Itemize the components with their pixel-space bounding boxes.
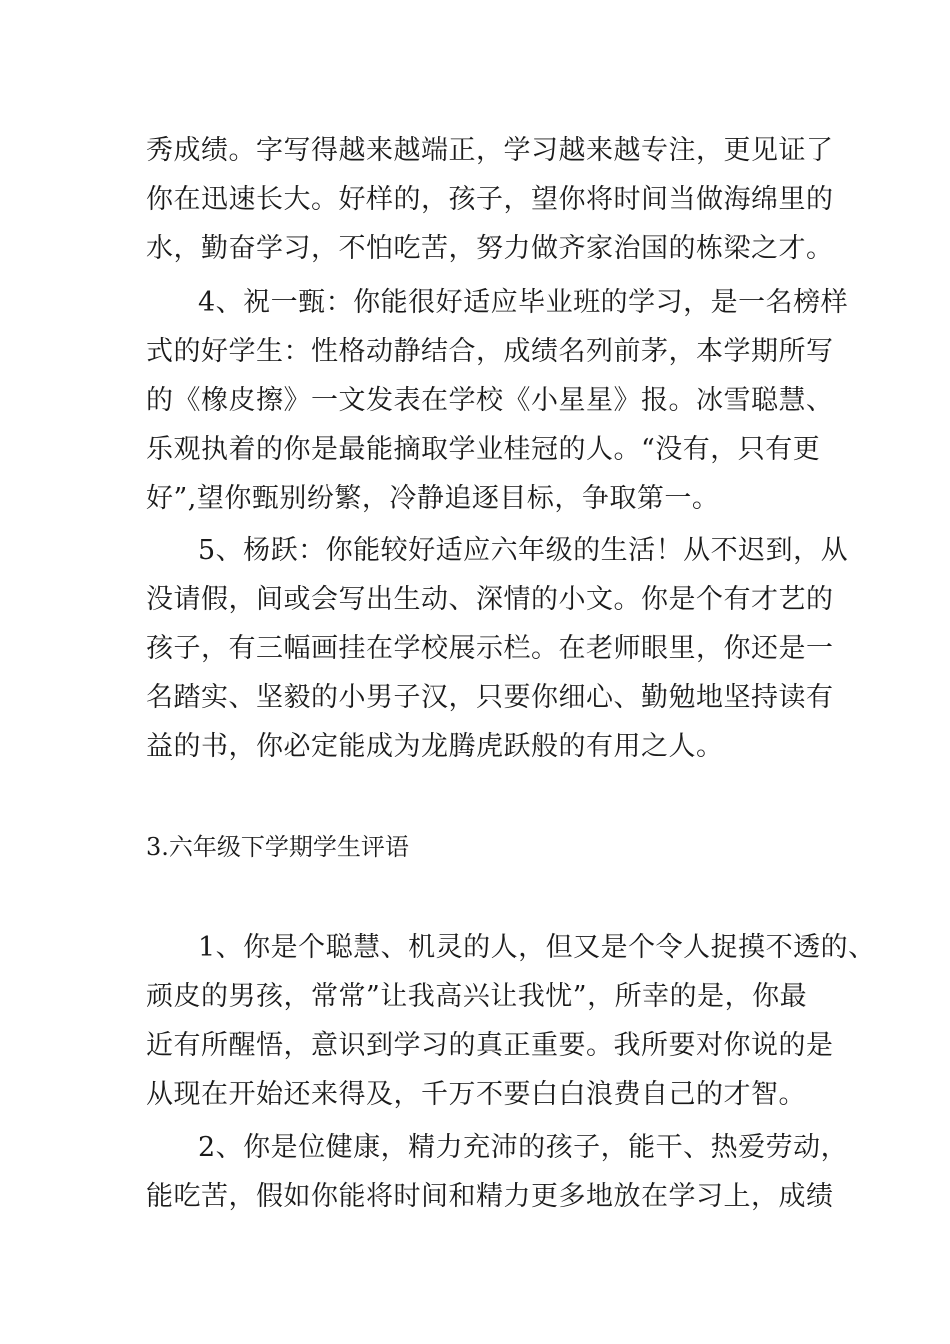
paragraph-line: 你在迅速长大。好样的，孩子，望你将时间当做海绵里的 (146, 184, 834, 215)
paragraph-line: 益的书，你必定能成为龙腾虎跃般的有用之人。 (146, 731, 724, 762)
paragraph-line: 没请假，间或会写出生动、深情的小文。你是个有才艺的 (146, 584, 834, 615)
paragraph-line: 近有所醒悟，意识到学习的真正重要。我所要对你说的是 (146, 1030, 834, 1061)
paragraph-line: 1、你是个聪慧、机灵的人，但又是个令人捉摸不透的、 (198, 932, 876, 963)
paragraph-line: 能吃苦，假如你能将时间和精力更多地放在学习上，成绩 (146, 1181, 834, 1212)
paragraph-line: 顽皮的男孩，常常”让我高兴让我忧”，所幸的是，你最 (146, 981, 808, 1012)
paragraph-line: 2、你是位健康，精力充沛的孩子，能干、热爱劳动， (198, 1132, 849, 1163)
paragraph-line: 好”,望你甄别纷繁，冷静追逐目标，争取第一。 (146, 483, 720, 514)
paragraph-line: 从现在开始还来得及，千万不要白白浪费自己的才智。 (146, 1079, 806, 1110)
paragraph-line: 名踏实、坚毅的小男子汉，只要你细心、勤勉地坚持读有 (146, 682, 834, 713)
paragraph-line: 秀成绩。字写得越来越端正，学习越来越专注，更见证了 (146, 135, 834, 166)
paragraph-line: 5、杨跃：你能较好适应六年级的生活！从不迟到，从 (198, 535, 849, 566)
paragraph-line: 4、祝一甄：你能很好适应毕业班的学习，是一名榜样 (198, 287, 849, 318)
paragraph-line: 乐观执着的你是最能摘取学业桂冠的人。“没有，只有更 (146, 434, 821, 465)
paragraph-line: 水，勤奋学习，不怕吃苦，努力做齐家治国的栋梁之才。 (146, 233, 834, 264)
paragraph-line: 的《橡皮擦》一文发表在学校《小星星》报。冰雪聪慧、 (146, 385, 834, 416)
section-heading: 3.六年级下学期学生评语 (146, 833, 409, 861)
paragraph-line: 孩子，有三幅画挂在学校展示栏。在老师眼里，你还是一 (146, 633, 834, 664)
paragraph-line: 式的好学生：性格动静结合，成绩名列前茅，本学期所写 (146, 336, 834, 367)
